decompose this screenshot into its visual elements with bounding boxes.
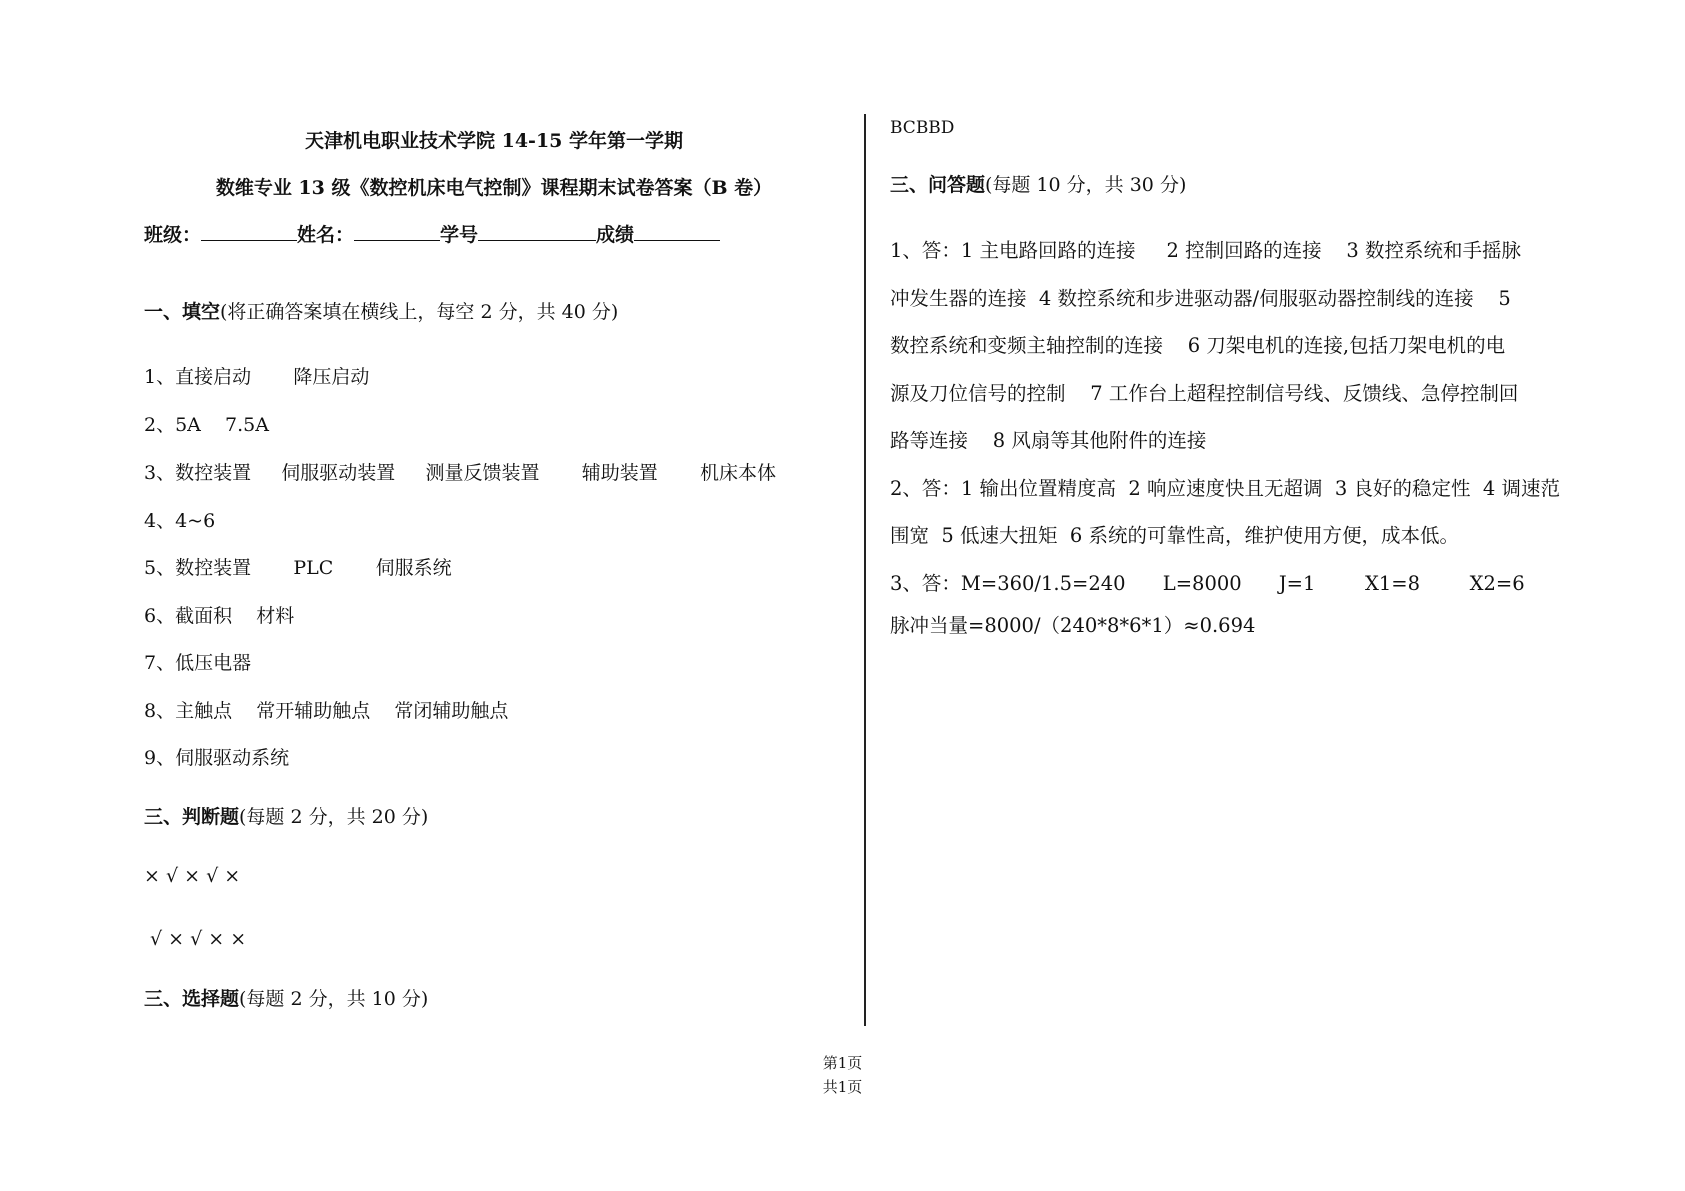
qa-line-9: 脉冲当量=8000/（240*8*6*1）≈0.694 <box>890 614 1256 637</box>
qa-section-heading <box>890 170 1186 197</box>
student-info-row <box>144 220 720 247</box>
fill-heading-text: 一、填空 <box>144 301 221 323</box>
judge-section-heading <box>144 802 428 829</box>
fill-item-5: 5、数控装置 PLC 伺服系统 <box>144 557 452 579</box>
choice-heading-text: 三、选择题 <box>144 988 240 1010</box>
judge-heading-note: (每题 2 分，共 20 分) <box>239 806 429 828</box>
choice-answers: BCBBD <box>890 118 955 138</box>
column-divider <box>864 114 866 1026</box>
class-label: 班级： <box>144 224 202 246</box>
judge-answers-row1: × √ × √ × <box>144 865 241 887</box>
fill-item-1: 1、直接启动 降压启动 <box>144 366 370 388</box>
page-total: 共1页 <box>822 1078 863 1096</box>
id-label: 学号 <box>440 224 479 246</box>
fill-item-3: 3、数控装置 伺服驱动装置 测量反馈装置 辅助装置 机床本体 <box>144 462 777 484</box>
qa-heading-text: 三、问答题 <box>890 174 986 196</box>
qa-line-3: 数控系统和变频主轴控制的连接 6 刀架电机的连接,包括刀架电机的电 <box>890 334 1506 357</box>
judge-heading-text: 三、判断题 <box>144 806 240 828</box>
fill-item-6: 6、截面积 材料 <box>144 605 295 627</box>
qa-line-7: 围宽 5 低速大扭矩 6 系统的可靠性高，维护使用方便，成本低。 <box>890 524 1460 547</box>
score-label: 成绩 <box>596 224 635 246</box>
fill-section-heading <box>144 297 618 324</box>
class-blank <box>201 222 297 241</box>
fill-heading-note: (将正确答案填在横线上，每空 2 分，共 40 分) <box>220 301 619 323</box>
fill-item-7: 7、低压电器 <box>144 652 252 674</box>
fill-item-4: 4、4~6 <box>144 510 216 532</box>
qa-line-2: 冲发生器的连接 4 数控系统和步进驱动器/伺服驱动器控制线的连接 5 <box>890 287 1511 310</box>
qa-line-4: 源及刀位信号的控制 7 工作台上超程控制信号线、反馈线、急停控制回 <box>890 382 1519 405</box>
qa-line-8: 3、答：M=360/1.5=240 L=8000 J=1 X1=8 X2=6 <box>890 572 1525 595</box>
fill-item-9: 9、伺服驱动系统 <box>144 747 290 769</box>
qa-line-5: 路等连接 8 风扇等其他附件的连接 <box>890 429 1207 452</box>
id-blank <box>478 222 596 241</box>
name-label: 姓名： <box>297 224 355 246</box>
page-number: 第1页 <box>822 1054 863 1072</box>
qa-line-1: 1、答：1 主电路回路的连接 2 控制回路的连接 3 数控系统和手摇脉 <box>890 239 1522 262</box>
name-blank <box>354 222 440 241</box>
choice-heading-note: (每题 2 分，共 10 分) <box>239 988 429 1010</box>
score-blank <box>634 222 720 241</box>
exam-title-line1: 天津机电职业技术学院 14-15 学年第一学期 <box>305 130 683 152</box>
fill-item-2: 2、5A 7.5A <box>144 414 269 436</box>
judge-answers-row2: √ × √ × × <box>144 928 247 950</box>
fill-item-8: 8、主触点 常开辅助触点 常闭辅助触点 <box>144 700 509 722</box>
exam-title-line2: 数维专业 13 级《数控机床电气控制》课程期末试卷答案（B 卷） <box>215 177 773 199</box>
choice-section-heading <box>144 984 428 1011</box>
qa-heading-note: (每题 10 分，共 30 分) <box>985 174 1187 196</box>
qa-line-6: 2、答：1 输出位置精度高 2 响应速度快且无超调 3 良好的稳定性 4 调速范 <box>890 477 1561 500</box>
